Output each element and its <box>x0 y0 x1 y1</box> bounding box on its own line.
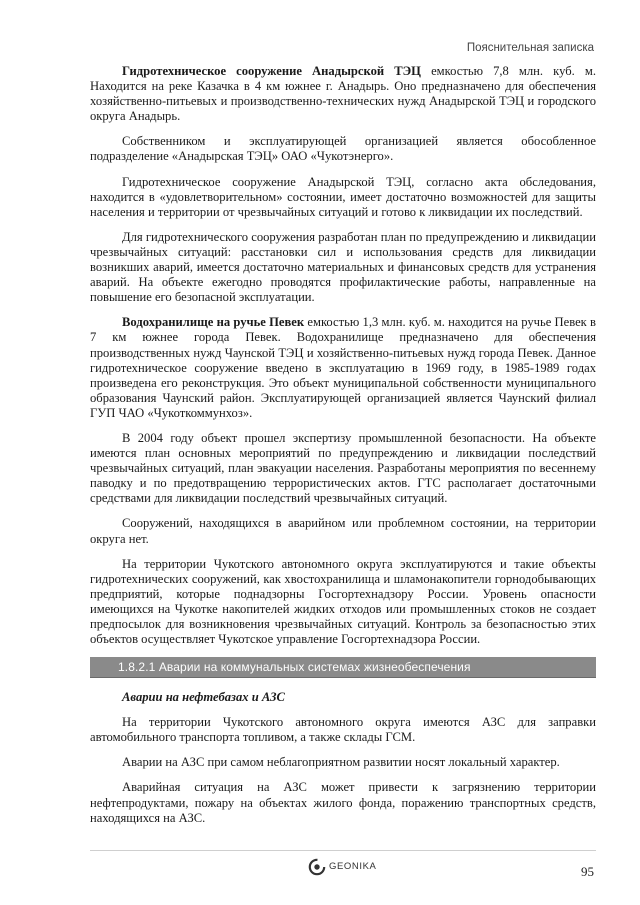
paragraph-1: Гидротехническое сооружение Анадырской ТЭЦ емкостью 7,8 млн. куб. м. Находится на реке Казачка в 4 км южнее г. Анадырь. Оно предназначено для обеспечения хозяйственно-питьевых и производственно-технических нужд Анадырской ТЭЦ и городского округа Анадырь. <box>90 64 597 124</box>
page-number: 95 <box>581 864 594 879</box>
paragraph-7: Сооружений, находящихся в аварийном или проблемном состоянии, на территории округа нет. <box>90 516 596 546</box>
subheading: Аварии на нефтебазах и АЗС <box>122 690 285 705</box>
footer-logo <box>308 858 377 876</box>
paragraph-8: На территории Чукотского автономного округа эксплуатируются и такие объекты гидротехнических сооружений, как хвостохранилища и шламонакопители горнодобывающих предприятий, которые поднадзорны Госгортехнадзору России. Уровень опасности имеющихся на Чукотке накопителей жидких отходов или промышленных стоков не создает предпосылок для возникновения чрезвычайных ситуаций. Контроль за безопасностью этих объектов осуществляет Чукотское управление Госгортехнадзора России. <box>90 556 596 647</box>
paragraph-6: В 2004 году объект прошел экспертизу промышленной безопасности. На объекте имеются план основных мероприятий по предупреждению и ликвидации последствий чрезвычайных ситуаций, план эвакуации населения. Разработаны мероприятия по весеннему паводку и по предотвращению террористических актов. ГТС располагает достаточными средствами для ликвидации последствий чрезвычайных ситуаций. <box>90 430 596 506</box>
paragraph-4: Для гидротехнического сооружения разработан план по предупреждению и ликвидации чрезвычайных ситуаций: расстановки сил и использования средств для ликвидации возникших аварий, имеется достаточно материальных и финансовых средств для устранения аварий. На объекте ежегодно проводятся профилактические работы, направленные на повышение его безопасной эксплуатации. <box>90 229 596 305</box>
paragraph-10: Аварии на АЗС при самом неблагоприятном развитии носят локальный характер. <box>122 755 560 770</box>
logo-text: GEONIKA <box>329 861 377 872</box>
paragraph-11: Аварийная ситуация на АЗС может привести к загрязнению территории нефтепродуктами, пожару на объектах жилого фонда, поражению транспортных средств, находящихся на АЗС. <box>90 780 596 825</box>
paragraph-5: Водохранилище на ручье Певек емкостью 1,3 млн. куб. м. находится на ручье Певек в 7 км южнее города Певек. Водохранилище предназначено для обеспечения производственных нужд Чаунской ТЭЦ и хозяйственно-питьевых нужд города Певек. Данное гидротехническое сооружение введено в эксплуатацию в 1969 году, в 1985-1989 годах произведена его реконструкция. Это объект муниципальной собственности муниципального образования Чаунский район. Эксплуатирующей организацией является Чаунский филиал ГУП ЧАО «Чукоткоммунхоз». <box>90 315 596 420</box>
geonika-logo-icon <box>308 858 326 876</box>
section-heading: 1.8.2.1 Аварии на коммунальных системах жизнеобеспечения <box>90 657 596 678</box>
paragraph-9: На территории Чукотского автономного округа имеются АЗС для заправки автомобильного транспорта топливом, а также склады ГСМ. <box>90 715 596 745</box>
document-body <box>90 64 596 836</box>
footer-divider <box>90 850 596 851</box>
paragraph-3: Гидротехническое сооружение Анадырской ТЭЦ, согласно акта обследования, находится в «удовлетворительном» состоянии, имеет достаточно возможностей для защиты населения и территории от чрезвычайных ситуаций и готово к ликвидации их последствий. <box>90 174 596 219</box>
running-header: Пояснительная записка <box>466 42 594 54</box>
paragraph-2: Собственником и эксплуатирующей организацией является обособленное подразделение «Анадырская ТЭЦ» ОАО «Чукотэнерго». <box>90 134 596 164</box>
